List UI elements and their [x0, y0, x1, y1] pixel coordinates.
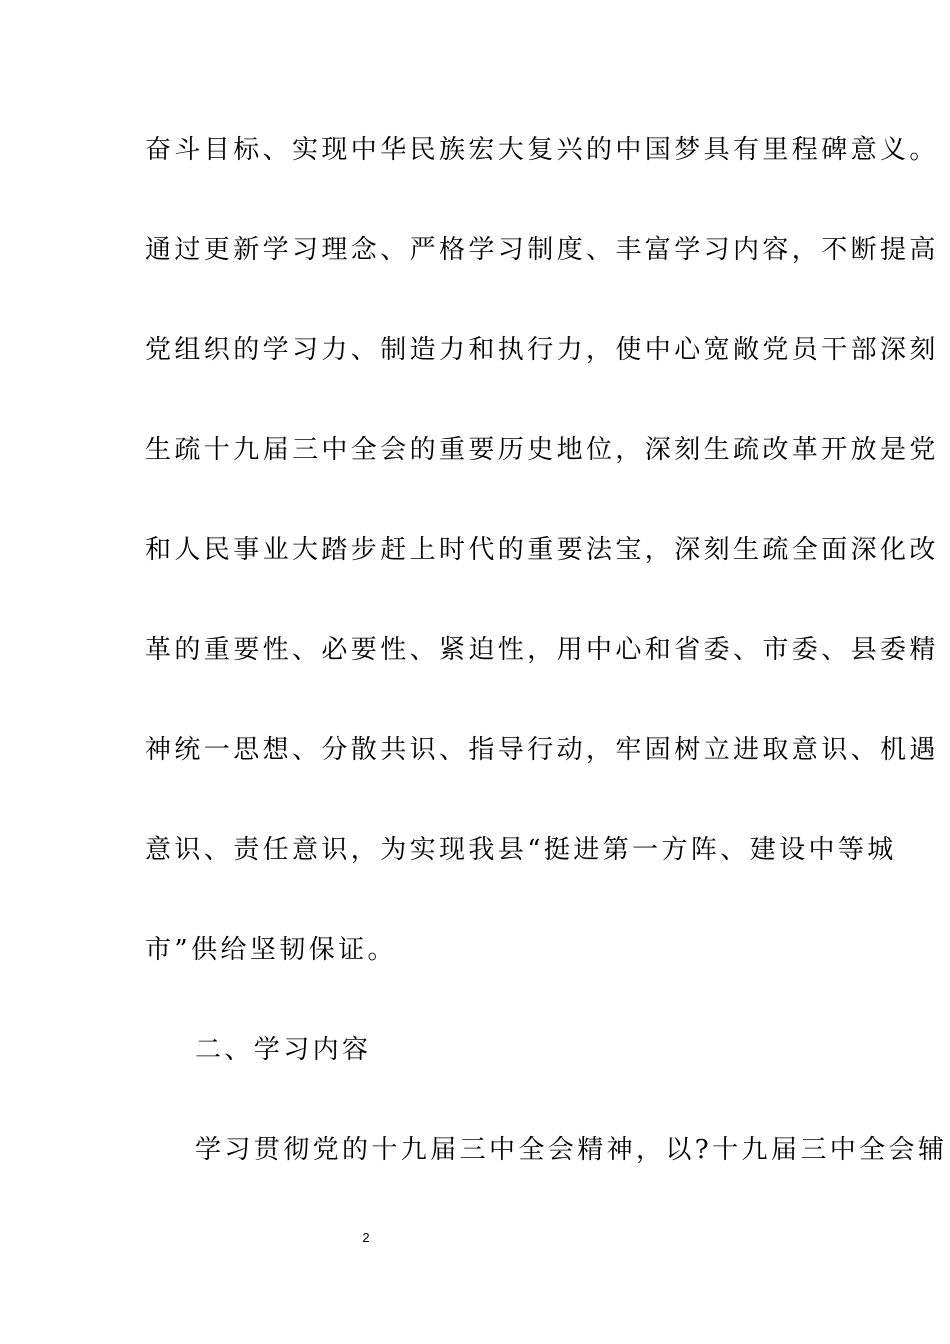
body-text-line: 奋斗目标、实现中华民族宏大复兴的中国梦具有里程碑意义。 [145, 135, 939, 165]
section-heading: 二、学习内容 [195, 1035, 372, 1065]
body-text-line: 市”供给坚韧保证。 [145, 935, 397, 965]
body-text-line: 生疏十九届三中全会的重要历史地位，深刻生疏改革开放是党 [145, 435, 939, 465]
body-text-line: 通过更新学习理念、严格学习制度、丰富学习内容，不断提高 [145, 235, 939, 265]
paragraph-first-line: 学习贯彻党的十九届三中全会精神，以?十九届三中全会辅 [195, 1135, 948, 1165]
body-text-line: 意识、责任意识，为实现我县“挺进第一方阵、建设中等城 [145, 835, 897, 865]
page-number: 2 [362, 1230, 370, 1245]
body-text-line: 神统一思想、分散共识、指导行动，牢固树立进取意识、机遇 [145, 735, 939, 765]
body-text-line: 党组织的学习力、制造力和执行力，使中心宽敞党员干部深刻 [145, 335, 939, 365]
body-text-line: 和人民事业大踏步赶上时代的重要法宝，深刻生疏全面深化改 [145, 535, 939, 565]
body-text-line: 革的重要性、必要性、紧迫性，用中心和省委、市委、县委精 [145, 635, 939, 665]
